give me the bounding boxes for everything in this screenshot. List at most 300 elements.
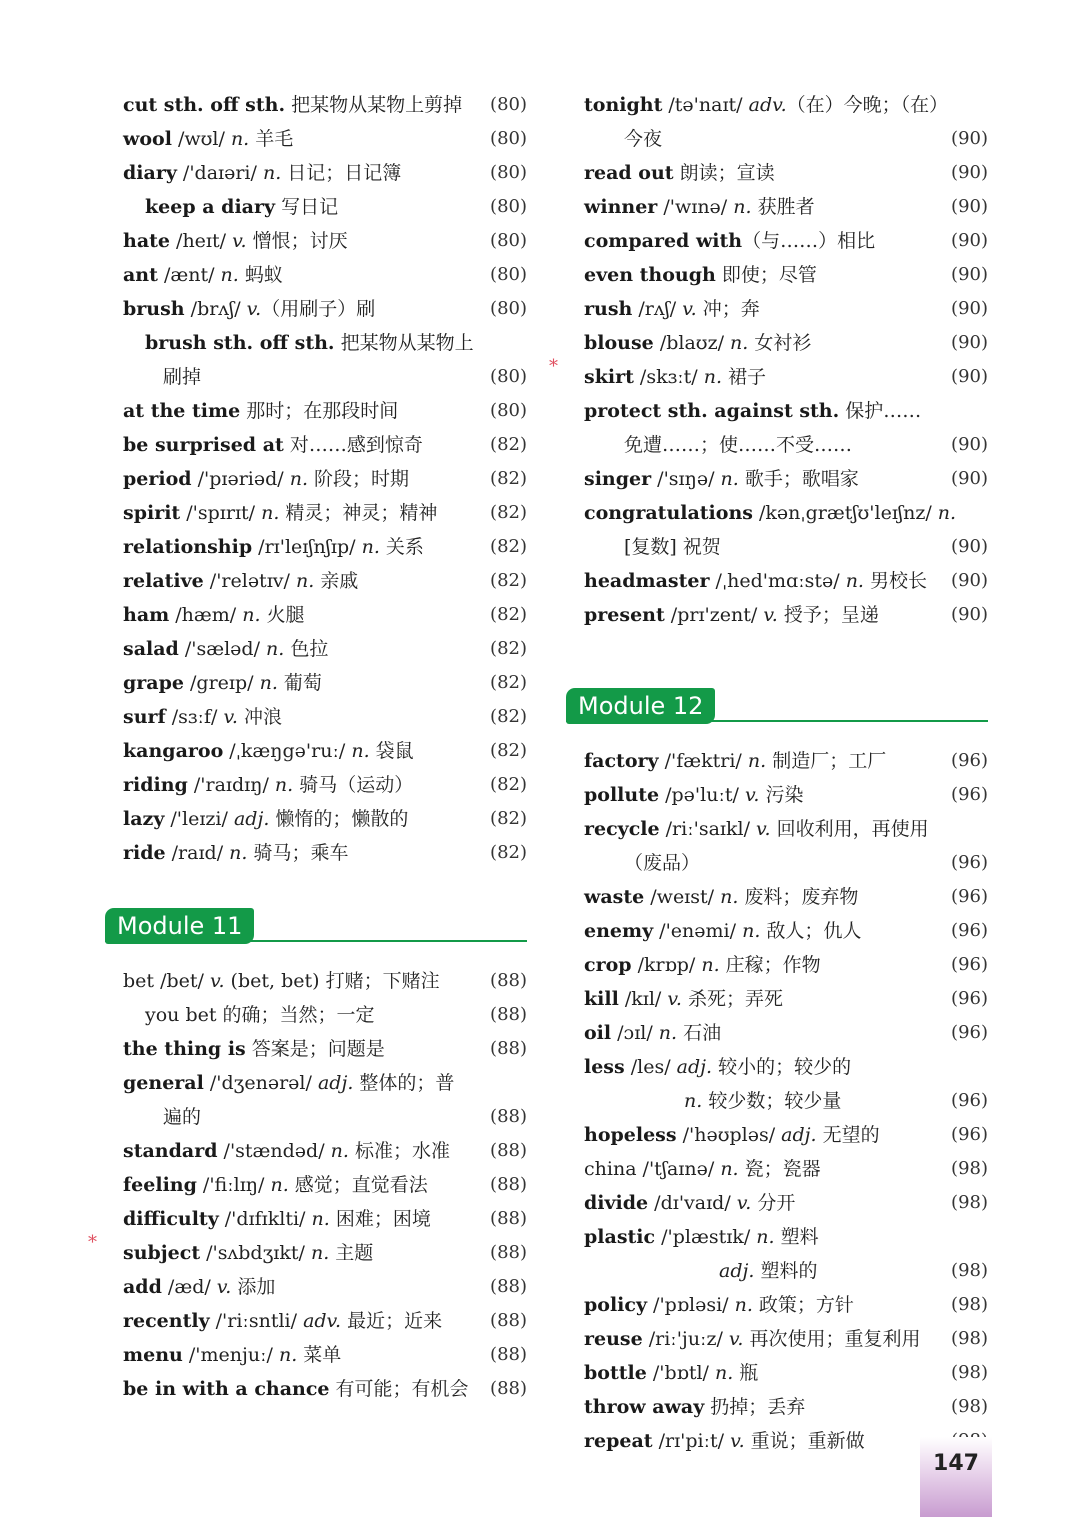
part-of-speech: n. [229, 842, 248, 864]
entry-text [105, 128, 293, 150]
headword: brush sth. off sth. [145, 332, 335, 354]
pronunciation: /'dʒenərəl/ [203, 1072, 318, 1094]
entry-text [566, 468, 859, 490]
definition: 添加 [231, 1276, 276, 1298]
entry-line [566, 122, 988, 156]
part-of-speech: adj. [233, 808, 270, 830]
entry-line [105, 1304, 527, 1338]
page-ref: (98) [951, 1158, 988, 1179]
definition: 骑马（运动） [293, 774, 414, 796]
entry-line [105, 326, 527, 360]
entry-text [105, 1106, 201, 1128]
part-of-speech: n. [261, 502, 280, 524]
page-ref: (88) [490, 1344, 527, 1365]
entry-line [105, 88, 527, 122]
entry-line [105, 1338, 527, 1372]
page-ref: (80) [490, 298, 527, 319]
page-ref: (90) [951, 128, 988, 149]
vocab-entry [105, 292, 527, 326]
page-number: 147 [933, 1451, 979, 1476]
entry-text [105, 94, 462, 116]
headword: subject [123, 1242, 201, 1264]
entry-text [105, 196, 338, 218]
entry-line [566, 326, 988, 360]
headword: standard [123, 1140, 218, 1162]
definition: 色拉 [284, 638, 329, 660]
entry-line [566, 1152, 988, 1186]
entry-text [566, 1362, 758, 1384]
definition: 较小的；较少的 [712, 1056, 852, 1078]
page-ref: (80) [490, 366, 527, 387]
entry-text [105, 502, 437, 524]
entry-text [105, 1038, 385, 1060]
page-ref: (88) [490, 1378, 527, 1399]
definition-tail: 瓷；瓷器 [738, 1158, 821, 1180]
vocab-entry [566, 1288, 988, 1322]
vocab-entry [566, 914, 988, 948]
page-ref: (80) [490, 94, 527, 115]
definition: 菜单 [297, 1344, 342, 1366]
vocab-entry [105, 836, 527, 870]
page-ref: (90) [951, 230, 988, 251]
pronunciation: /dɪ'vaɪd/ [648, 1192, 737, 1214]
pronunciation: /æd/ [161, 1276, 217, 1298]
entry-text [566, 264, 817, 286]
entry-line [566, 1050, 988, 1084]
pronunciation: /'fiːlɪŋ/ [196, 1174, 271, 1196]
entry-line [566, 846, 988, 880]
headword: relationship [123, 536, 253, 558]
definition: bet /bet/ [123, 970, 210, 992]
part-of-speech: n. [734, 1294, 753, 1316]
entry-line [105, 496, 527, 530]
headword: tonight [584, 94, 663, 116]
entry-line [566, 224, 988, 258]
headword: lazy [123, 808, 165, 830]
entry-text [566, 502, 956, 524]
vocab-entry [566, 1220, 988, 1288]
headword: hopeless [584, 1124, 677, 1146]
entry-line [566, 1356, 988, 1390]
entry-line [105, 224, 527, 258]
entry-text [566, 1022, 721, 1044]
entry-text [105, 706, 282, 728]
entry-line [105, 1236, 527, 1270]
page-ref: (90) [951, 196, 988, 217]
vocab-entry [566, 156, 988, 190]
pronunciation: /rɪ'piːt/ [652, 1430, 731, 1452]
part-of-speech: n. [295, 570, 315, 592]
entry-text [105, 808, 408, 830]
pronunciation: /'stændəd/ [217, 1140, 331, 1162]
entry-line [566, 914, 988, 948]
entry-line [566, 812, 988, 846]
definition: 那时；在那段时间 [240, 400, 399, 422]
definition: 憎恨；讨厌 [246, 230, 348, 252]
entry-text [566, 784, 804, 806]
vocab-entry [566, 948, 988, 982]
headword: blouse [584, 332, 654, 354]
entry-text [566, 1430, 865, 1452]
page-ref: (90) [951, 604, 988, 625]
entry-text [566, 852, 700, 874]
vocab-entry [566, 1152, 988, 1186]
part-of-speech: v. [730, 1430, 745, 1452]
definition: 政策；方针 [752, 1294, 854, 1316]
definition: 今夜 [624, 128, 663, 150]
entry-text [105, 264, 283, 286]
vocab-entry [88, 1232, 527, 1270]
part-of-speech: n. [684, 1090, 703, 1112]
page-ref: (96) [951, 920, 988, 941]
part-of-speech: v. [744, 784, 760, 806]
star-marker: * [549, 356, 558, 377]
definition: 塑料 [774, 1226, 819, 1248]
definition: 把某物从某物上剪掉 [285, 94, 463, 116]
definition: 感觉；直觉看法 [288, 1174, 428, 1196]
vocab-entry [105, 156, 527, 190]
module-header [566, 688, 988, 732]
entry-text [566, 1260, 817, 1282]
entry-text [105, 1072, 454, 1094]
vocab-entry [105, 700, 527, 734]
pronunciation: /raɪd/ [165, 842, 230, 864]
page-ref: (82) [490, 434, 527, 455]
entry-text [105, 332, 474, 354]
entry-line [105, 1134, 527, 1168]
page-ref: (96) [951, 954, 988, 975]
headword: oil [584, 1022, 612, 1044]
entry-text [105, 400, 398, 422]
definition: 废料；废弃物 [738, 886, 859, 908]
headword: reuse [584, 1328, 643, 1350]
entry-text [566, 1396, 805, 1418]
headword: read out [584, 162, 674, 184]
page-ref: (96) [951, 852, 988, 873]
entry-line [566, 778, 988, 812]
definition: 杀死；弄死 [681, 988, 783, 1010]
definition: 男校长 [863, 570, 928, 592]
headword: add [123, 1276, 162, 1298]
part-of-speech: v. [736, 1192, 752, 1214]
pronunciation: /ɔɪl/ [611, 1022, 659, 1044]
vocab-entry [566, 496, 988, 564]
section-gap [105, 870, 527, 908]
definition: 分开 [751, 1192, 796, 1214]
entry-line [105, 530, 527, 564]
page-ref: (88) [490, 1242, 527, 1263]
definition: 较少数；较少量 [702, 1090, 842, 1112]
part-of-speech: n. [714, 1362, 734, 1384]
definition: 骑马；乘车 [247, 842, 349, 864]
page-ref: (82) [490, 468, 527, 489]
entry-line [105, 964, 527, 998]
definition: [复数] 祝贺 [624, 536, 721, 558]
page-ref: (88) [490, 1208, 527, 1229]
entry-text [566, 920, 861, 942]
page-ref: (90) [951, 366, 988, 387]
entry-text [105, 672, 322, 694]
vocab-entry [566, 598, 988, 632]
entry-text [566, 434, 852, 456]
page-ref: (88) [490, 1310, 527, 1331]
part-of-speech: n. [330, 1140, 349, 1162]
entry-text [105, 1276, 275, 1298]
pronunciation: /'dɪfɪklti/ [218, 1208, 312, 1230]
headword: keep a diary [145, 196, 276, 218]
left-column [88, 88, 527, 1406]
module-header [105, 908, 527, 952]
pronunciation: /skɜːt/ [633, 366, 704, 388]
headword: ride [123, 842, 166, 864]
pronunciation: /ænt/ [157, 264, 221, 286]
headword: the thing is [123, 1038, 246, 1060]
entry-line [105, 258, 527, 292]
page-ref: (96) [951, 988, 988, 1009]
headword: recycle [584, 818, 660, 840]
headword: kangaroo [123, 740, 224, 762]
entry-line [105, 462, 527, 496]
vocab-entry [105, 768, 527, 802]
headword: singer [584, 468, 652, 490]
pronunciation: /les/ [624, 1056, 677, 1078]
entry-line [566, 360, 988, 394]
definition: 火腿 [260, 604, 305, 626]
definition: 精灵；神灵；精神 [279, 502, 438, 524]
definition: 扔掉；丢弃 [704, 1396, 806, 1418]
definition: 获胜者 [751, 196, 815, 218]
part-of-speech: n. [720, 468, 739, 490]
entry-text [566, 1158, 821, 1180]
entry-text [566, 162, 775, 184]
pronunciation: /'sʌbdʒɪkt/ [200, 1242, 311, 1264]
vocab-entry [105, 802, 527, 836]
headword: be in with a chance [123, 1378, 330, 1400]
page-ref: (90) [951, 468, 988, 489]
entry-line [566, 292, 988, 326]
pronunciation: /hæm/ [169, 604, 243, 626]
definition: 答案是；问题是 [245, 1038, 385, 1060]
headword: skirt [584, 366, 634, 388]
part-of-speech: n. [658, 1022, 678, 1044]
entry-line [105, 598, 527, 632]
entry-line [566, 744, 988, 778]
pronunciation: /brʌʃ/ [184, 298, 247, 320]
part-of-speech: n. [720, 886, 739, 908]
headword: factory [584, 750, 659, 772]
part-of-speech: n. [266, 638, 285, 660]
vocab-entry [105, 564, 527, 598]
part-of-speech: v. [728, 1328, 744, 1350]
headword: surf [123, 706, 166, 728]
page-ref: (82) [490, 774, 527, 795]
page-ref: (82) [490, 536, 527, 557]
vocab-entry [566, 880, 988, 914]
definition: you bet 的确；当然；一定 [145, 1004, 375, 1026]
definition: 即使；尽管 [715, 264, 817, 286]
pronunciation: /'pɒləsi/ [647, 1294, 735, 1316]
entry-text [566, 1294, 854, 1316]
part-of-speech: n. [270, 1174, 289, 1196]
part-of-speech: v. [216, 1276, 232, 1298]
definition: 裙子 [722, 366, 767, 388]
vocab-entry [105, 1032, 527, 1066]
vocab-entry [566, 394, 988, 462]
part-of-speech: n. [351, 740, 370, 762]
vocab-entry [566, 1118, 988, 1152]
pronunciation: /krɒp/ [631, 954, 702, 976]
entry-text [105, 434, 423, 456]
vocab-entry [105, 734, 527, 768]
page-ref: (90) [951, 264, 988, 285]
definition: 写日记 [275, 196, 339, 218]
page-ref: (96) [951, 886, 988, 907]
page-ref: (90) [951, 332, 988, 353]
vocab-entry [566, 326, 988, 360]
entry-line [105, 700, 527, 734]
entry-line [566, 1322, 988, 1356]
entry-text [566, 988, 783, 1010]
page-ref: (82) [490, 570, 527, 591]
entry-text [566, 750, 886, 772]
entry-text [105, 1310, 442, 1332]
definition: 重说；重新做 [744, 1430, 865, 1452]
part-of-speech: v. [246, 298, 262, 320]
section-gap [566, 632, 988, 688]
headword: less [584, 1056, 625, 1078]
page-ref: (98) [951, 1362, 988, 1383]
pronunciation: /'leɪzi/ [164, 808, 234, 830]
entry-text [566, 230, 875, 252]
entry-text [566, 536, 721, 558]
definition: china /'tʃaɪnə/ [584, 1158, 721, 1180]
headword: riding [123, 774, 188, 796]
entry-line [566, 1390, 988, 1424]
headword: waste [584, 886, 645, 908]
definition: （与……）相比 [742, 230, 876, 252]
page-ref: (90) [951, 536, 988, 557]
headword: brush [123, 298, 185, 320]
definition: 羊毛 [249, 128, 294, 150]
entry-text [105, 842, 348, 864]
pronunciation: /blaʊz/ [653, 332, 731, 354]
definition: 再次使用；重复利用 [743, 1328, 921, 1350]
headword: spirit [123, 502, 181, 524]
part-of-speech: n. [311, 1208, 330, 1230]
part-of-speech: n. [262, 162, 282, 184]
definition: 关系 [379, 536, 424, 558]
page-ref: (98) [951, 1396, 988, 1417]
pronunciation: /riː'juːz/ [642, 1328, 729, 1350]
pronunciation: /'spɪrɪt/ [180, 502, 262, 524]
entry-line [566, 564, 988, 598]
headword: divide [584, 1192, 649, 1214]
vocab-entry [566, 564, 988, 598]
part-of-speech: adj. [719, 1260, 755, 1282]
headword: relative [123, 570, 204, 592]
part-of-speech: n. [278, 1344, 298, 1366]
page-ref: (96) [951, 784, 988, 805]
pronunciation: /kənˌgrætʃʊ'leɪʃnz/ [752, 502, 938, 524]
entry-text [105, 162, 401, 184]
entry-line [566, 1118, 988, 1152]
definition: 蚂蚁 [238, 264, 283, 286]
vocab-entry [105, 428, 527, 462]
entry-text [105, 740, 414, 762]
definition: 免遭……；使……不受…… [624, 434, 853, 456]
pronunciation: /'menjuː/ [182, 1344, 279, 1366]
entry-line [566, 428, 988, 462]
entry-text [566, 1124, 880, 1146]
part-of-speech: n. [703, 366, 723, 388]
pronunciation: /ˌkæŋgə'ruː/ [223, 740, 352, 762]
page-ref: (82) [490, 842, 527, 863]
pronunciation: /'raɪdɪŋ/ [187, 774, 275, 796]
entry-line [105, 1032, 527, 1066]
vocab-entry [566, 1356, 988, 1390]
entry-text [105, 1004, 375, 1026]
part-of-speech: n. [289, 468, 308, 490]
entry-line [105, 1066, 527, 1100]
page-ref: (88) [490, 1140, 527, 1161]
headword: period [123, 468, 192, 490]
page-ref: (80) [490, 264, 527, 285]
definition: 无望的 [816, 1124, 880, 1146]
page-ref: (82) [490, 672, 527, 693]
entry-line [105, 360, 527, 394]
pronunciation: /ˌhed'mɑːstə/ [709, 570, 846, 592]
headword: be surprised at [123, 434, 284, 456]
entry-text [566, 366, 766, 388]
entry-text [566, 1192, 795, 1214]
headword: general [123, 1072, 204, 1094]
page-ref: (80) [490, 230, 527, 251]
page-ref: (80) [490, 128, 527, 149]
pronunciation: /rɪ'leɪʃnʃɪp/ [252, 536, 362, 558]
page-ref: (88) [490, 1038, 527, 1059]
entry-text [105, 638, 328, 660]
page-ref: (98) [951, 1192, 988, 1213]
entry-text [105, 468, 409, 490]
part-of-speech: n. [230, 128, 250, 150]
page-number-tab [920, 1437, 992, 1517]
headword: diary [123, 162, 177, 184]
entry-text [105, 774, 413, 796]
vocab-entry [105, 1066, 527, 1134]
headword: menu [123, 1344, 183, 1366]
page-ref: (96) [951, 1022, 988, 1043]
vocab-entry [566, 1016, 988, 1050]
vocab-entry [105, 598, 527, 632]
entry-text [566, 332, 811, 354]
entry-text [105, 570, 358, 592]
part-of-speech: n. [747, 750, 767, 772]
headword: salad [123, 638, 179, 660]
page-ref: (88) [490, 1174, 527, 1195]
pronunciation: /tə'naɪt/ [662, 94, 749, 116]
vocab-entry [105, 666, 527, 700]
definition-tail: (bet, bet) 打赌；下赌注 [224, 970, 440, 992]
vocab-entry [105, 1338, 527, 1372]
part-of-speech: n. [361, 536, 380, 558]
entry-text [566, 94, 948, 116]
page-ref: (80) [490, 162, 527, 183]
definition: 标准；水准 [348, 1140, 450, 1162]
pronunciation: /'relətɪv/ [203, 570, 296, 592]
entry-line [566, 982, 988, 1016]
entry-text [566, 298, 760, 320]
vocab-entry [105, 122, 527, 156]
